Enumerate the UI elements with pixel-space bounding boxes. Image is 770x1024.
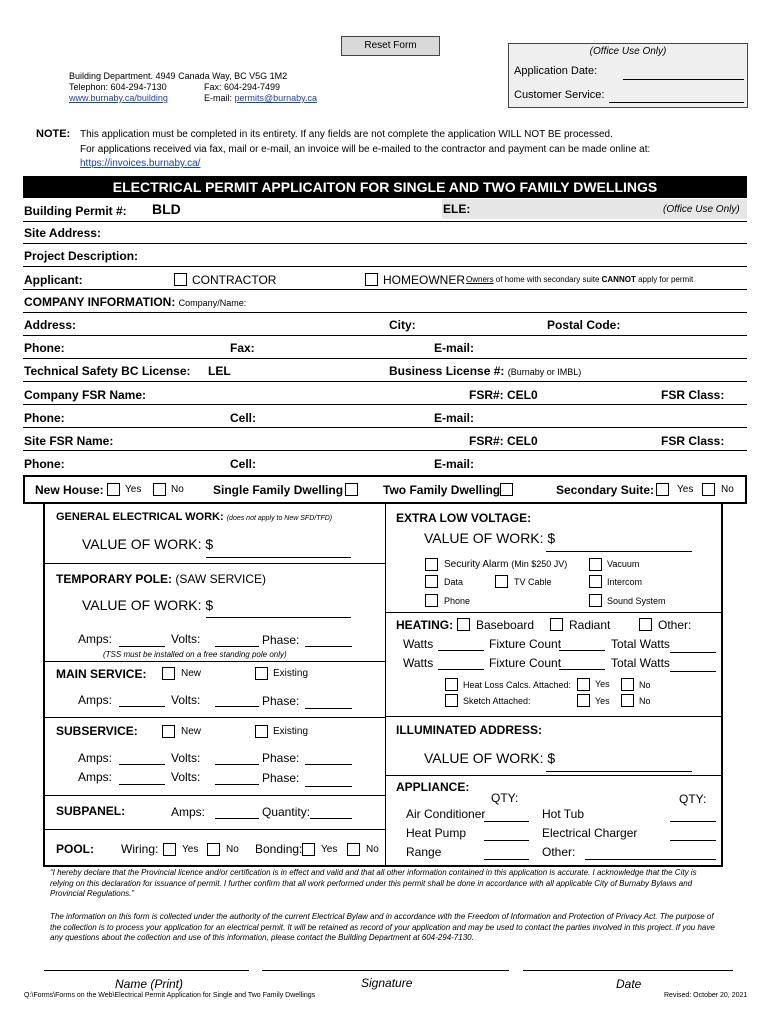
pool-wiring-yes-label: Yes <box>182 844 199 855</box>
owners-note: Owners of home with secondary suite CANNOT apply for permit <box>466 275 694 284</box>
declaration-text: “I hereby declare that the Provincial licence and/or certification is in effect and valid and that all other information contained in this application is accurate. I acknowledge that the City is relying on this declaration for issuance of permit. I further confirm that all work performed under this permit shall be done in accordance with all applicable City of Burnaby Bylaws and Provincial Regulations.” <box>50 868 697 898</box>
dept-telephone: Telephon: 604-294-7130 <box>69 82 167 92</box>
heating-other-checkbox[interactable] <box>639 618 652 631</box>
sub-volts-label-2: Volts: <box>171 770 201 784</box>
pool-wiring-yes-checkbox[interactable] <box>163 843 176 856</box>
cell-label-2: Cell: <box>230 457 257 471</box>
homeowner-checkbox[interactable] <box>365 273 378 286</box>
data-checkbox[interactable] <box>425 575 438 588</box>
heat-loss-yes-checkbox[interactable] <box>577 678 590 691</box>
sub-volts-field-2[interactable] <box>215 784 259 785</box>
dept-info <box>69 71 318 104</box>
heat-pump-label: Heat Pump <box>406 826 467 840</box>
date-label: Date <box>616 977 642 991</box>
reset-form-button[interactable]: Reset Form <box>341 36 440 56</box>
lel-prefix: LEL <box>208 364 231 378</box>
heating-label: HEATING: <box>396 618 454 632</box>
main-volts-field[interactable] <box>215 706 259 707</box>
phone-label-elv: Phone <box>444 596 471 606</box>
temp-pole-vow-field[interactable] <box>206 617 351 618</box>
watts-field-1[interactable] <box>438 650 484 651</box>
building-permit-label: Building Permit #: <box>24 204 127 218</box>
appliance-other-label: Other: <box>542 845 576 859</box>
security-alarm-checkbox[interactable] <box>425 558 438 571</box>
sub-phase-label-2: Phase: <box>262 771 300 785</box>
tsbc-license-label: Technical Safety BC License: <box>24 364 191 378</box>
sketch-label: Sketch Attached: <box>463 696 531 706</box>
sub-phase-field-2[interactable] <box>305 786 352 787</box>
contractor-checkbox[interactable] <box>174 273 187 286</box>
dept-address: Building Department. 4949 Canada Way, BC V5G 1M2 <box>69 71 288 81</box>
email-label: E-mail: <box>434 341 475 355</box>
appliance-qty-label-2: QTY: <box>679 792 707 806</box>
secondary-suite-yes-checkbox[interactable] <box>656 483 669 496</box>
office-use-note: (Office Use Only) <box>663 204 740 215</box>
watts-label-2: Watts <box>403 656 434 670</box>
application-date-field[interactable] <box>623 79 744 80</box>
security-alarm-label: Security Alarm (Min $250 JV) <box>444 559 568 570</box>
elv-vow-label: VALUE OF WORK: $ <box>424 530 556 546</box>
subpanel-amps-field[interactable] <box>215 818 259 819</box>
signature-label: Signature <box>361 976 413 990</box>
bld-prefix: BLD <box>152 201 181 217</box>
single-family-checkbox[interactable] <box>345 483 358 496</box>
main-volts-label: Volts: <box>171 693 201 707</box>
heat-loss-label: Heat Loss Calcs. Attached: <box>463 680 572 690</box>
main-service-label: MAIN SERVICE: <box>56 667 147 681</box>
electrical-charger-label: Electrical Charger <box>542 826 638 840</box>
pool-bonding-yes-label: Yes <box>321 844 338 855</box>
intercom-label: Intercom <box>607 577 643 587</box>
sound-system-label: Sound System <box>607 596 666 606</box>
phone-label: Phone: <box>24 341 65 355</box>
new-house-no-label: No <box>171 484 184 495</box>
project-description-label: Project Description: <box>24 249 139 263</box>
customer-service-label: Customer Service: <box>514 89 605 101</box>
ele-label: ELE: <box>443 202 471 216</box>
heat-loss-no-checkbox[interactable] <box>621 678 634 691</box>
sound-system-checkbox[interactable] <box>589 594 602 607</box>
pool-bonding-label: Bonding: <box>255 842 303 856</box>
sub-amps-label-1: Amps: <box>78 751 113 765</box>
appliance-qty-label-1: QTY: <box>491 791 519 805</box>
total-watts-field-1[interactable] <box>670 652 716 653</box>
total-watts-label-1: Total Watts <box>611 637 670 651</box>
sub-phase-label-1: Phase: <box>262 751 300 765</box>
subpanel-amps-label: Amps: <box>171 805 206 819</box>
sketch-no-label: No <box>639 696 651 706</box>
phone-checkbox[interactable] <box>425 594 438 607</box>
temp-volts-field[interactable] <box>215 646 259 647</box>
elv-vow-field[interactable] <box>546 551 692 552</box>
fixture-count-label-1: Fixture Count <box>489 637 562 651</box>
name-print-label: Name (Print) <box>115 977 184 991</box>
total-watts-label-2: Total Watts <box>611 656 670 670</box>
subpanel-quantity-label: Quantity: <box>262 805 311 819</box>
total-watts-field-2[interactable] <box>670 671 716 672</box>
office-use-box <box>508 43 748 108</box>
main-phase-field[interactable] <box>305 708 352 709</box>
temporary-pole-label: TEMPORARY POLE: (SAW SERVICE) <box>56 572 267 586</box>
tv-cable-label: TV Cable <box>514 577 552 587</box>
appliance-label: APPLIANCE: <box>396 780 470 794</box>
sub-amps-field-2[interactable] <box>119 784 165 785</box>
sketch-yes-checkbox[interactable] <box>577 694 590 707</box>
address-label: Address: <box>24 318 77 332</box>
application-date-label: Application Date: <box>514 65 598 77</box>
tv-cable-checkbox[interactable] <box>495 575 508 588</box>
pool-wiring-no-label: No <box>226 844 239 855</box>
invoices-link[interactable]: https://invoices.burnaby.ca/ <box>80 158 201 169</box>
temp-volts-label: Volts: <box>171 632 201 646</box>
temp-phase-label: Phase: <box>262 633 300 647</box>
sketch-checkbox[interactable] <box>445 694 458 707</box>
heat-loss-no-label: No <box>639 680 651 690</box>
data-label: Data <box>444 577 464 587</box>
sketch-no-checkbox[interactable] <box>621 694 634 707</box>
pool-bonding-no-label: No <box>366 844 379 855</box>
subpanel-quantity-field[interactable] <box>310 818 352 819</box>
general-work-label: GENERAL ELECTRICAL WORK: (does not apply to New SFD/TFD) <box>56 511 333 523</box>
watts-field-2[interactable] <box>438 669 484 670</box>
vacuum-checkbox[interactable] <box>589 558 602 571</box>
single-family-label: Single Family Dwelling <box>213 483 344 497</box>
date-field[interactable] <box>523 970 733 971</box>
privacy-text: The information on this form is collected under the authority of the current Electrical Bylaw and in accordance with the Freedom of Information and Protection of Privacy Act. The purpose of the collection is to process your application for an electrical permit. It will be retained as record of your application and may be used to contact the parties involved in this project. If you have any questions about the collection and use of this information, please contact the Building Department at 604-294-7130. <box>50 912 715 942</box>
vacuum-label: Vacuum <box>607 559 640 569</box>
subservice-new-label: New <box>181 726 202 737</box>
subservice-existing-checkbox[interactable] <box>255 725 268 738</box>
sub-amps-label-2: Amps: <box>78 770 113 784</box>
new-house-yes-label: Yes <box>125 484 142 495</box>
heat-loss-checkbox[interactable] <box>445 678 458 691</box>
site-fsr-class: FSR Class: <box>661 434 725 448</box>
subservice-label: SUBSERVICE: <box>56 724 138 738</box>
office-use-title: (Office Use Only) <box>589 46 667 57</box>
fixture-count-field-2[interactable] <box>559 669 605 670</box>
new-house-yes-checkbox[interactable] <box>107 483 120 496</box>
temp-amps-label: Amps: <box>78 632 113 646</box>
main-service-existing-checkbox[interactable] <box>255 667 268 680</box>
company-fsr-class: FSR Class: <box>661 388 725 402</box>
hot-tub-label: Hot Tub <box>542 807 585 821</box>
contractor-label: CONTRACTOR <box>192 273 277 287</box>
applicant-label: Applicant: <box>24 273 83 287</box>
company-fsr-label: Company FSR Name: <box>24 388 147 402</box>
dept-email-label: E-mail: <box>204 93 235 103</box>
fixture-count-field-1[interactable] <box>559 650 605 651</box>
site-fsr-label: Site FSR Name: <box>24 434 114 448</box>
two-family-checkbox[interactable] <box>500 483 513 496</box>
business-license-label: Business License #: (Burnaby or IMBL) <box>389 364 582 378</box>
illuminated-address-label: ILLUMINATED ADDRESS: <box>396 723 542 737</box>
temp-amps-field[interactable] <box>119 646 165 647</box>
radiant-label: Radiant <box>569 618 611 632</box>
phone-label-2: Phone: <box>24 411 65 425</box>
company-info-label: COMPANY INFORMATION: Company/Name: <box>24 295 247 309</box>
subservice-new-checkbox[interactable] <box>162 725 175 738</box>
fax-label: Fax: <box>230 341 255 355</box>
site-fsr-number: FSR#: CEL0 <box>469 434 538 448</box>
sub-phase-field-1[interactable] <box>305 764 352 765</box>
two-family-label: Two Family Dwelling <box>383 483 501 497</box>
general-vow-field[interactable] <box>206 557 351 558</box>
new-house-no-checkbox[interactable] <box>153 483 166 496</box>
heating-other-label: Other: <box>658 618 692 632</box>
cell-label: Cell: <box>230 411 257 425</box>
secondary-suite-no-checkbox[interactable] <box>702 483 715 496</box>
baseboard-label: Baseboard <box>476 618 535 632</box>
main-phase-label: Phase: <box>262 694 300 708</box>
fixture-count-label-2: Fixture Count <box>489 656 562 670</box>
electrical-charger-qty[interactable] <box>670 840 716 841</box>
form-title: ELECTRICAL PERMIT APPLICAITON FOR SINGLE AND TWO FAMILY DWELLINGS <box>23 176 747 198</box>
air-conditioner-qty[interactable] <box>484 821 529 822</box>
secondary-suite-no-label: No <box>721 484 734 495</box>
main-amps-field[interactable] <box>119 706 165 707</box>
illuminated-vow-field[interactable] <box>546 771 692 772</box>
dept-website-link[interactable]: www.burnaby.ca/building <box>69 93 168 103</box>
sub-volts-label-1: Volts: <box>171 751 201 765</box>
range-label: Range <box>406 845 442 859</box>
homeowner-label: HOMEOWNER <box>383 273 465 287</box>
main-service-new-label: New <box>181 668 202 679</box>
subservice-existing-label: Existing <box>273 726 309 737</box>
tss-note: (TSS must be installed on a free standing pole only) <box>103 650 287 659</box>
dept-email-link[interactable]: permits@burnaby.ca <box>234 93 318 103</box>
sub-volts-field-1[interactable] <box>215 764 259 765</box>
baseboard-checkbox[interactable] <box>457 618 470 631</box>
email-label-2: E-mail: <box>434 411 475 425</box>
pool-wiring-no-checkbox[interactable] <box>207 843 220 856</box>
postal-code-label: Postal Code: <box>547 318 621 332</box>
sketch-yes-label: Yes <box>595 696 610 706</box>
radiant-checkbox[interactable] <box>550 618 563 631</box>
signature-field[interactable] <box>262 970 509 971</box>
air-conditioner-label: Air Conditioner <box>406 807 486 821</box>
temp-pole-vow-label: VALUE OF WORK: $ <box>82 597 214 613</box>
pool-bonding-no-checkbox[interactable] <box>347 843 360 856</box>
pool-bonding-yes-checkbox[interactable] <box>302 843 315 856</box>
heat-loss-yes-label: Yes <box>595 679 610 689</box>
note-label: NOTE: <box>36 128 71 140</box>
main-service-new-checkbox[interactable] <box>162 667 175 680</box>
customer-service-field[interactable] <box>609 102 744 103</box>
note-line1: This application must be completed in its entirety. If any fields are not complete the application WILL NOT BE processed. <box>80 129 613 140</box>
revised-date: Revised: October 20, 2021 <box>664 992 748 999</box>
file-path: Q:\Forms\Forms on the Web\Electrical Permit Application for Single and Two Family Dwellings <box>24 992 316 999</box>
temp-phase-field[interactable] <box>305 646 352 647</box>
extra-low-voltage-label: EXTRA LOW VOLTAGE: <box>396 511 532 525</box>
site-address-label: Site Address: <box>24 226 101 240</box>
pool-label: POOL: <box>56 842 94 856</box>
range-qty[interactable] <box>484 859 529 860</box>
appliance-other-field[interactable] <box>585 859 716 860</box>
name-print-field[interactable] <box>44 970 249 971</box>
secondary-suite-label: Secondary Suite: <box>556 483 655 497</box>
email-label-3: E-mail: <box>434 457 475 471</box>
illuminated-vow-label: VALUE OF WORK: $ <box>424 750 556 766</box>
general-vow-label: VALUE OF WORK: $ <box>82 536 214 552</box>
main-service-existing-label: Existing <box>273 668 309 679</box>
subpanel-label: SUBPANEL: <box>56 804 126 818</box>
sub-amps-field-1[interactable] <box>119 764 165 765</box>
pool-wiring-label: Wiring: <box>121 842 159 856</box>
note-line2: For applications received via fax, mail or e-mail, an invoice will be e-mailed to the contractor and payment can be made online at: <box>80 144 651 155</box>
new-house-label: New House: <box>35 483 104 497</box>
phone-label-3: Phone: <box>24 457 65 471</box>
intercom-checkbox[interactable] <box>589 575 602 588</box>
secondary-suite-yes-label: Yes <box>677 484 694 495</box>
company-fsr-number: FSR#: CEL0 <box>469 388 538 402</box>
watts-label-1: Watts <box>403 637 434 651</box>
city-label: City: <box>389 318 416 332</box>
heat-pump-qty[interactable] <box>484 840 529 841</box>
main-amps-label: Amps: <box>78 693 113 707</box>
dept-fax: Fax: 604-294-7499 <box>204 82 281 92</box>
hot-tub-qty[interactable] <box>670 821 716 822</box>
